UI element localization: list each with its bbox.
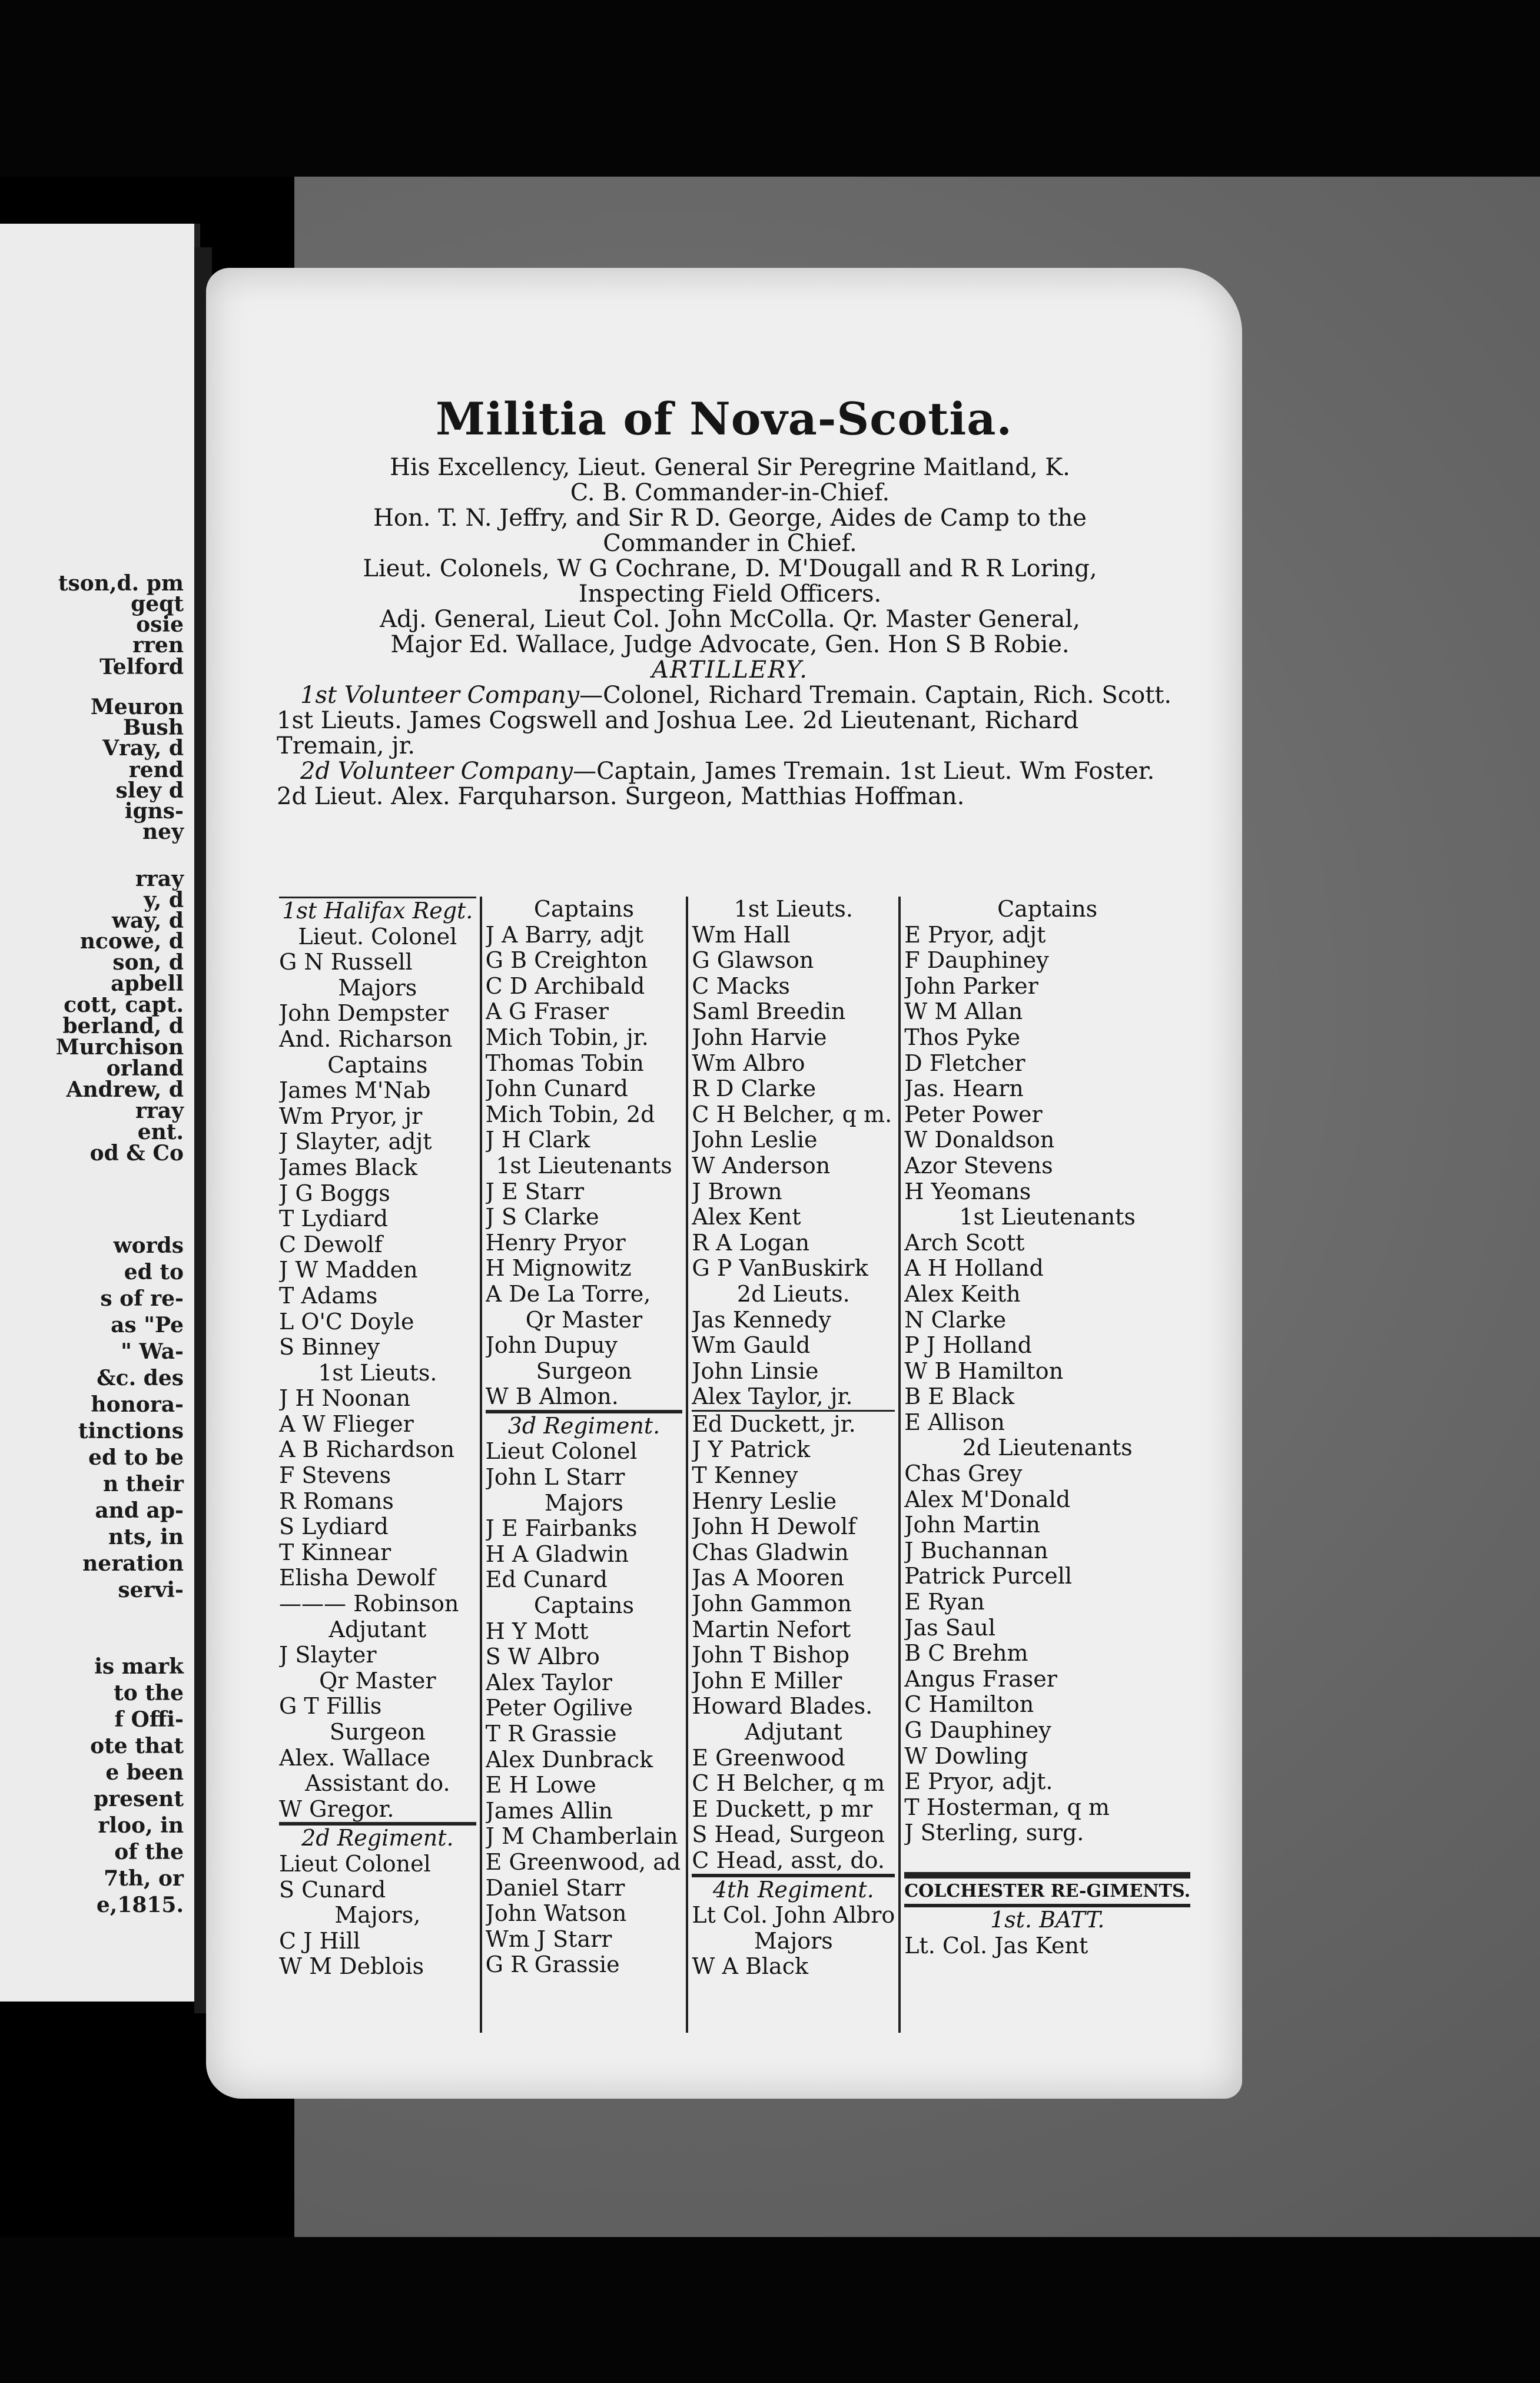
left-page-fragment: Vray, d xyxy=(102,736,184,761)
roster-entry: John Dempster xyxy=(279,1001,449,1027)
roster-entry: H Yeomans xyxy=(904,1179,1031,1204)
roster-entry: C Hamilton xyxy=(904,1692,1034,1718)
left-page-fragment: 7th, or xyxy=(104,1866,184,1891)
roster-entry: Mich Tobin, jr. xyxy=(485,1024,649,1050)
roster-entry: J W Madden xyxy=(279,1257,418,1283)
roster-entry: W M Allan xyxy=(904,999,1023,1025)
roster-entry: Angus Fraser xyxy=(904,1666,1057,1692)
left-page-fragment: e been xyxy=(105,1760,184,1785)
roster-entry: W Donaldson xyxy=(904,1127,1055,1153)
film-border-top xyxy=(0,0,1540,177)
roster-entry: Lt. Col. Jas Kent xyxy=(904,1933,1088,1959)
roster-entry: S Cunard xyxy=(279,1877,386,1903)
roster-entry: Adjutant xyxy=(744,1720,842,1745)
roster-entry: John Dupuy xyxy=(485,1333,618,1359)
roster-entry: 2d Regiment. xyxy=(279,1824,476,1851)
roster-entry: Azor Stevens xyxy=(904,1153,1053,1179)
left-page-fragment: present xyxy=(93,1787,184,1811)
roster-entry: T Kinnear xyxy=(279,1539,391,1565)
roster-entry: Wm J Starr xyxy=(485,1926,612,1952)
roster-entry: Qr Master xyxy=(525,1307,643,1333)
film-border-bottom xyxy=(0,2237,1540,2383)
left-page-fragment: Meuron xyxy=(90,695,184,719)
left-page-fragment: Bush xyxy=(122,715,184,740)
left-page-fragment: words xyxy=(113,1233,184,1258)
roster-entry: Wm Hall xyxy=(692,922,791,948)
roster-entry: James M'Nab xyxy=(279,1078,431,1104)
roster-entry: 1st Lieuts. xyxy=(734,897,853,922)
roster-entry: Alex Dunbrack xyxy=(485,1747,653,1773)
roster-entry: C H Belcher, q m xyxy=(692,1771,885,1797)
roster-entry: W Anderson xyxy=(692,1153,831,1179)
roster-entry: John Watson xyxy=(485,1901,627,1927)
roster-entry: Alex Kent xyxy=(692,1204,801,1230)
roster-entry: A B Richardson xyxy=(279,1437,455,1463)
left-page-fragment: son, d xyxy=(112,950,184,975)
roster-entry: B E Black xyxy=(904,1384,1015,1410)
roster-entry: J S Clarke xyxy=(485,1204,599,1230)
roster-entry: G Dauphiney xyxy=(904,1718,1051,1743)
roster-entry: Alex Keith xyxy=(904,1281,1021,1307)
roster-entry: C D Archibald xyxy=(485,973,645,999)
left-page-fragment: y, d xyxy=(144,888,184,912)
roster-entry: James Black xyxy=(279,1154,418,1180)
left-page-fragment: od & Co xyxy=(89,1141,184,1166)
roster-entry: John H Dewolf xyxy=(692,1514,857,1540)
roster-entry: D Fletcher xyxy=(904,1050,1025,1076)
roster-entry: N Clarke xyxy=(904,1307,1007,1333)
roster-entry: John Linsie xyxy=(692,1358,819,1384)
roster-entry: Captains xyxy=(533,897,635,922)
roster-entry: Captains xyxy=(533,1593,635,1619)
left-facing-page xyxy=(0,224,200,2002)
left-page-fragment: apbell xyxy=(111,971,184,996)
roster-entry: B C Brehm xyxy=(904,1641,1028,1667)
roster-entry: Chas Gladwin xyxy=(692,1539,849,1565)
roster-entry: J E Starr xyxy=(485,1179,585,1204)
roster-entry: J Slayter, adjt xyxy=(279,1129,432,1155)
left-page-fragment: &c. des xyxy=(97,1366,184,1390)
left-page-fragment: nts, in xyxy=(108,1525,184,1549)
roster-entry: R A Logan xyxy=(692,1230,810,1256)
roster-entry: C Macks xyxy=(692,973,790,999)
officer-line: Major Ed. Wallace, Judge Advocate, Gen. Hon S B Robie. xyxy=(390,631,1070,658)
roster-entry: E Allison xyxy=(904,1409,1005,1435)
roster-entry: Ed Duckett, jr. xyxy=(692,1411,856,1437)
roster-entry: G R Grassie xyxy=(485,1952,620,1978)
left-page-fragment: neration xyxy=(82,1551,184,1576)
roster-entry: Alex. Wallace xyxy=(279,1745,430,1771)
roster-entry: J M Chamberlain xyxy=(485,1824,678,1850)
left-page-fragment: Andrew, d xyxy=(66,1077,184,1102)
roster-entry: L O'C Doyle xyxy=(279,1309,414,1335)
roster-entry: Thos Pyke xyxy=(904,1024,1021,1050)
left-page-fragment: ney xyxy=(142,819,184,844)
left-page-fragment: tinctions xyxy=(78,1419,184,1443)
roster-entry: Elisha Dewolf xyxy=(279,1565,436,1591)
roster-entry: Jas Kennedy xyxy=(692,1307,831,1333)
left-page-fragment: geqt xyxy=(131,592,184,616)
roster-entry: H Mignowitz xyxy=(485,1256,632,1282)
page-title: Militia of Nova-Scotia. xyxy=(436,393,1013,445)
roster-entry: E Pryor, adjt xyxy=(904,922,1046,948)
roster-entry: W A Black xyxy=(692,1954,809,1980)
left-page-fragment: as "Pe xyxy=(111,1313,184,1337)
roster-entry: T Kenney xyxy=(692,1463,798,1489)
roster-entry: T Lydiard xyxy=(279,1206,389,1232)
document-page xyxy=(206,268,1242,2099)
roster-entry: Surgeon xyxy=(329,1720,426,1745)
left-page-fragment: Murchison xyxy=(55,1035,184,1060)
roster-entry: 1st Halifax Regt. xyxy=(279,897,476,924)
officer-line: Adj. General, Lieut Col. John McColla. Qr. Master General, xyxy=(380,606,1080,633)
left-page-fragment: is mark xyxy=(94,1654,184,1679)
roster-entry: G Glawson xyxy=(692,948,814,974)
roster-entry: Arch Scott xyxy=(904,1230,1025,1256)
company-1-text: —Colonel, Richard Tremain. Captain, Rich. Scott. 1st Lieuts. James Cogswell and Joshua Lee. 2d Lieutenant, Richard Tremain, jr. xyxy=(277,682,1172,759)
left-page-fragment: rray xyxy=(135,1098,184,1123)
roster-entry: Thomas Tobin xyxy=(485,1050,644,1076)
roster-entry: John Gammon xyxy=(692,1591,852,1617)
roster-entry: Majors xyxy=(338,975,417,1001)
left-page-fragment: way, d xyxy=(111,908,184,933)
roster-entry: J E Fairbanks xyxy=(485,1516,638,1542)
roster-entry: W Dowling xyxy=(904,1743,1028,1769)
roster-entry: Lieut Colonel xyxy=(485,1439,638,1465)
roster-entry: R Romans xyxy=(279,1488,394,1514)
roster-entry: H Y Mott xyxy=(485,1618,589,1644)
left-page-fragment: osie xyxy=(136,612,184,637)
roster-entry: T Hosterman, q m xyxy=(904,1794,1110,1820)
left-page-fragment: of the xyxy=(114,1840,184,1864)
roster-entry: J H Clark xyxy=(485,1127,590,1153)
officer-line: Inspecting Field Officers. xyxy=(578,580,882,608)
left-page-fragment: s of re- xyxy=(100,1286,184,1311)
roster-entry: T Adams xyxy=(279,1283,378,1309)
roster-entry: ——— Robinson xyxy=(279,1591,459,1617)
left-page-fragment: and ap- xyxy=(95,1498,184,1523)
roster-entry: Peter Power xyxy=(904,1101,1043,1127)
roster-entry: G P VanBuskirk xyxy=(692,1256,868,1282)
roster-entry: A W Flieger xyxy=(279,1411,414,1437)
roster-entry: 4th Regiment. xyxy=(692,1876,895,1903)
left-page-fragment: tson,d. pm xyxy=(58,571,184,596)
roster-entry: 1st Lieutenants xyxy=(959,1204,1136,1230)
left-page-fragment: sley d xyxy=(115,778,184,803)
roster-entry: Daniel Starr xyxy=(485,1875,625,1901)
left-page-fragment: ent. xyxy=(137,1120,184,1144)
artillery-heading: ARTILLERY. xyxy=(652,656,808,683)
roster-entry: G N Russell xyxy=(279,950,413,975)
roster-column-2 xyxy=(480,897,686,2033)
roster-entry: F Stevens xyxy=(279,1463,391,1489)
roster-entry: Majors, xyxy=(334,1903,421,1929)
roster-entry: Alex M'Donald xyxy=(904,1486,1071,1512)
company-1-paragraph xyxy=(277,683,1183,759)
roster-entry: Jas. Hearn xyxy=(904,1076,1024,1102)
roster-entry: C Dewolf xyxy=(279,1232,383,1257)
roster-entry: 1st Lieuts. xyxy=(318,1360,437,1386)
roster-entry: Wm Pryor, jr xyxy=(279,1103,423,1129)
roster-entry: John Leslie xyxy=(692,1127,818,1153)
officer-line: C. B. Commander-in-Chief. xyxy=(570,479,890,506)
roster-entry: J H Noonan xyxy=(279,1386,411,1412)
left-page-fragment: igns- xyxy=(124,799,184,824)
roster-entry: E H Lowe xyxy=(485,1773,596,1798)
officer-line: Commander in Chief. xyxy=(603,530,857,557)
roster-entry: And. Richarson xyxy=(279,1026,453,1052)
roster-entry: J Sterling, surg. xyxy=(904,1820,1084,1846)
roster-entry: Peter Ogilive xyxy=(485,1695,633,1721)
roster-entry: E Ryan xyxy=(904,1589,985,1615)
left-page-fragment: berland, d xyxy=(62,1014,184,1038)
roster-entry: C Head, asst, do. xyxy=(692,1848,895,1876)
roster-entry: J Buchannan xyxy=(904,1538,1048,1564)
roster-entry: Alex Taylor xyxy=(485,1670,612,1695)
roster-entry: W B Hamilton xyxy=(904,1358,1064,1384)
company-2-paragraph xyxy=(277,759,1183,809)
roster-entry: C H Belcher, q m. xyxy=(692,1101,892,1127)
left-page-fragment: n their xyxy=(102,1472,184,1496)
roster-entry: Lt Col. John Albro xyxy=(692,1903,895,1929)
left-page-fragment: " Wa- xyxy=(121,1339,184,1364)
roster-entry: A H Holland xyxy=(904,1256,1044,1282)
roster-entry: J A Barry, adjt xyxy=(485,922,644,948)
roster-entry: C J Hill xyxy=(279,1928,361,1954)
roster-entry: 1st Lieutenants xyxy=(496,1153,672,1179)
left-page-fragment: rren xyxy=(132,633,184,658)
left-page-fragment: ncowe, d xyxy=(79,929,184,954)
roster-entry: H A Gladwin xyxy=(485,1541,629,1567)
roster-entry: Jas A Mooren xyxy=(692,1565,845,1591)
roster-entry: E Greenwood xyxy=(692,1745,845,1771)
roster-entry: John T Bishop xyxy=(692,1642,850,1668)
roster-entry: P J Holland xyxy=(904,1333,1033,1359)
roster-column-3 xyxy=(686,897,898,2033)
roster-entry: S Binney xyxy=(279,1335,380,1360)
left-page-fragment: ed to xyxy=(124,1260,184,1285)
regiment-roster xyxy=(276,897,1194,2033)
roster-entry: W M Deblois xyxy=(279,1954,424,1980)
roster-entry: W Gregor. xyxy=(279,1797,476,1824)
roster-entry: A De La Torre, xyxy=(485,1281,651,1307)
roster-entry: Surgeon xyxy=(536,1358,632,1384)
roster-entry: S Lydiard xyxy=(279,1514,389,1540)
left-page-fragment: f Offi- xyxy=(114,1707,184,1732)
roster-entry: Martin Nefort xyxy=(692,1617,851,1642)
left-page-fragment: e,1815. xyxy=(96,1893,184,1917)
roster-entry: Captains xyxy=(327,1052,428,1078)
roster-entry: S Head, Surgeon xyxy=(692,1822,885,1848)
roster-entry: Captains xyxy=(997,897,1098,922)
roster-entry: 2d Lieutenants xyxy=(962,1435,1133,1461)
roster-entry: G T Fillis xyxy=(279,1694,382,1720)
roster-entry: Wm Gauld xyxy=(692,1333,811,1359)
roster-entry: Henry Leslie xyxy=(692,1488,837,1514)
roster-entry: Lieut. Colonel xyxy=(298,924,457,950)
roster-entry: Qr Master xyxy=(319,1668,436,1694)
roster-entry: Assistant do. xyxy=(305,1771,450,1797)
left-page-fragment: Telford xyxy=(99,655,184,679)
header-officers xyxy=(277,455,1183,809)
roster-entry: W B Almon. xyxy=(486,1384,683,1412)
roster-entry: T R Grassie xyxy=(485,1721,617,1747)
roster-entry: John Cunard xyxy=(485,1076,628,1102)
roster-column-4 xyxy=(898,897,1194,2033)
roster-entry: J Brown xyxy=(692,1179,782,1204)
left-page-fragment: servi- xyxy=(118,1578,184,1602)
roster-entry: John L Starr xyxy=(485,1465,625,1491)
roster-entry: John Parker xyxy=(904,973,1038,999)
roster-entry: Henry Pryor xyxy=(485,1230,626,1256)
roster-entry: A G Fraser xyxy=(485,999,609,1025)
roster-entry: Lieut Colonel xyxy=(279,1851,431,1877)
roster-entry: Howard Blades. xyxy=(692,1694,873,1720)
roster-entry: Majors xyxy=(545,1490,623,1516)
company-1-label: 1st Volunteer Company xyxy=(300,682,580,709)
roster-entry: John Harvie xyxy=(692,1024,827,1050)
roster-entry: S W Albro xyxy=(485,1644,600,1670)
roster-entry: Ed Cunard xyxy=(485,1567,608,1593)
officer-line: Lieut. Colonels, W G Cochrane, D. M'Dougall and R R Loring, xyxy=(363,555,1097,582)
roster-entry: Majors xyxy=(754,1928,833,1954)
roster-entry: Alex Taylor, jr. xyxy=(692,1384,895,1412)
officer-line: Hon. T. N. Jeffry, and Sir R D. George, Aides de Camp to the xyxy=(373,505,1087,532)
roster-entry: COLCHESTER RE-GIMENTS. xyxy=(904,1877,1190,1906)
roster-column-1 xyxy=(276,897,480,2033)
roster-entry: John E Miller xyxy=(692,1668,842,1694)
roster-entry: 3d Regiment. xyxy=(486,1412,683,1439)
roster-entry: G B Creighton xyxy=(485,948,648,974)
roster-entry: R D Clarke xyxy=(692,1076,817,1102)
left-page-fragment: rray xyxy=(135,867,184,891)
roster-entry: 1st. BATT. xyxy=(904,1906,1190,1933)
left-page-fragment: to the xyxy=(114,1681,184,1705)
roster-entry: F Dauphiney xyxy=(904,948,1049,974)
left-page-fragment: ote that xyxy=(90,1734,184,1758)
roster-entry: James Allin xyxy=(485,1798,613,1824)
left-page-fragment: cott, capt. xyxy=(64,993,184,1017)
roster-entry: Saml Breedin xyxy=(692,999,846,1025)
roster-entry: E Pryor, adjt. xyxy=(904,1769,1053,1795)
roster-entry: Wm Albro xyxy=(692,1050,805,1076)
roster-entry: E Greenwood, ad xyxy=(485,1849,681,1875)
left-page-fragment: honora- xyxy=(91,1392,184,1417)
roster-entry: Patrick Purcell xyxy=(904,1564,1073,1589)
roster-entry: Mich Tobin, 2d xyxy=(485,1101,655,1127)
left-page-fragment: rend xyxy=(128,758,184,782)
roster-entry: J Slayter xyxy=(279,1642,377,1668)
roster-entry: J G Boggs xyxy=(279,1180,390,1206)
roster-entry xyxy=(904,1846,1190,1877)
left-page-fragment: rloo, in xyxy=(98,1813,184,1838)
company-2-text: —Captain, James Tremain. 1st Lieut. Wm Foster. 2d Lieut. Alex. Farquharson. Surgeon, Matthias Hoffman. xyxy=(277,758,1155,810)
roster-entry: Chas Grey xyxy=(904,1461,1023,1487)
roster-entry: Adjutant xyxy=(328,1617,427,1642)
roster-entry: Jas Saul xyxy=(904,1615,996,1641)
roster-entry: John Martin xyxy=(904,1512,1041,1538)
left-page-fragment: orland xyxy=(106,1056,184,1081)
roster-entry: 2d Lieuts. xyxy=(736,1281,850,1307)
left-page-fragment: ed to be xyxy=(88,1445,184,1470)
roster-entry: J Y Patrick xyxy=(692,1437,811,1463)
roster-entry: E Duckett, p mr xyxy=(692,1796,873,1822)
officer-line: His Excellency, Lieut. General Sir Peregrine Maitland, K. xyxy=(390,454,1070,481)
company-2-label: 2d Volunteer Company xyxy=(300,758,573,785)
